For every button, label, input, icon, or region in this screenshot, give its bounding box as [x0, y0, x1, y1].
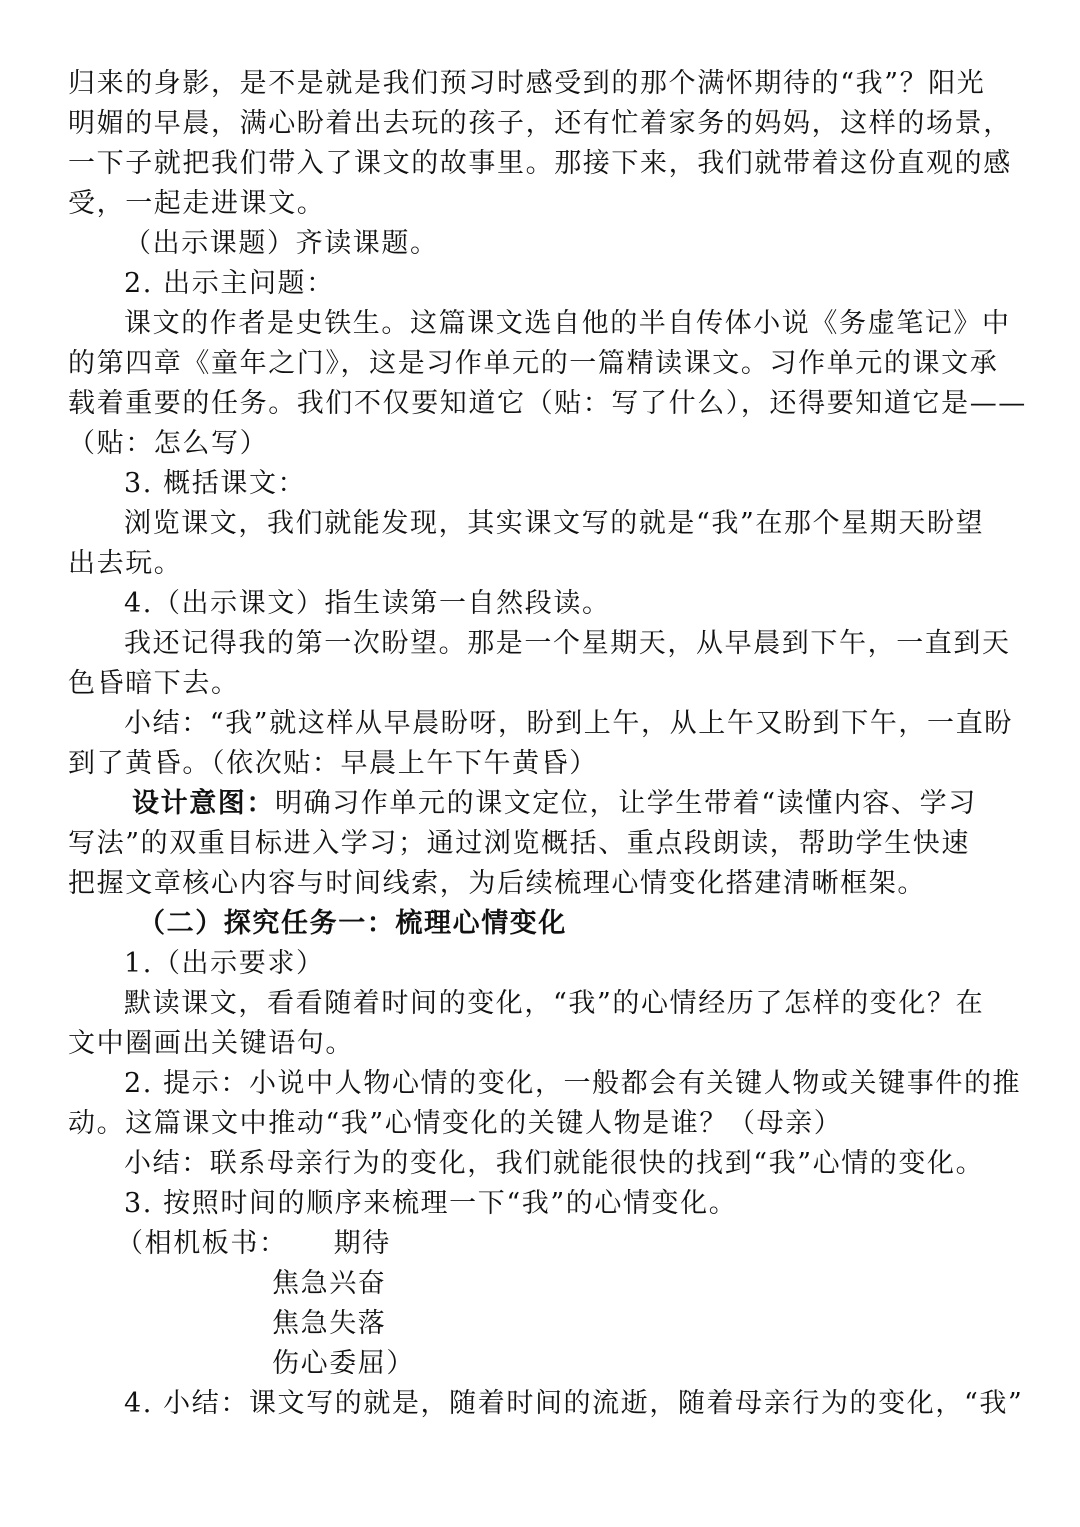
step-heading: 4.（出示课文）指生读第一自然段读。 — [124, 588, 611, 619]
paragraph-line: 2. 提示：小说中人物心情的变化，一般都会有关键人物或关键事件的推 — [124, 1068, 1022, 1099]
paragraph-line: 一下子就把我们带入了课文的故事里。那接下来，我们就带着这份直观的感 — [68, 148, 1012, 179]
paragraph-line: 4. 小结：课文写的就是，随着时间的流逝，随着母亲行为的变化，“我” — [124, 1388, 1024, 1419]
step-heading: 1.（出示要求） — [124, 948, 325, 979]
paragraph-line: 载着重要的任务。我们不仅要知道它（贴：写了什么），还得要知道它是—— — [68, 388, 1027, 419]
paragraph-line: 的第四章《童年之门》，这是习作单元的一篇精读课文。习作单元的课文承 — [68, 348, 999, 379]
paragraph-line: 小结：联系母亲行为的变化，我们就能很快的找到“我”心情的变化。 — [124, 1148, 985, 1179]
design-intent-label: 设计意图： — [132, 788, 275, 819]
paragraph-line: 我还记得我的第一次盼望。那是一个星期天，从早晨到下午，一直到天 — [124, 628, 1011, 659]
step-heading: 3. 概括课文： — [124, 468, 307, 499]
board-label: （相机板书： — [116, 1228, 288, 1259]
board-item: 焦急兴奋 — [272, 1268, 387, 1299]
board-item: 焦急失落 — [272, 1308, 387, 1339]
design-intent-line — [68, 784, 1020, 824]
design-intent-text: 明确习作单元的课文定位，让学生带着“读懂内容、学习 — [275, 788, 977, 819]
design-intent-line: 写法”的双重目标进入学习；通过浏览概括、重点段朗读，帮助学生快速 — [68, 828, 971, 859]
board-item: 期待 — [333, 1228, 391, 1259]
paragraph-line: （贴：怎么写） — [68, 428, 269, 459]
paragraph-line: 动。这篇课文中推动“我”心情变化的关键人物是谁？（母亲） — [68, 1108, 843, 1139]
paragraph-line: 归来的身影，是不是就是我们预习时感受到的那个满怀期待的“我”？阳光 — [68, 68, 986, 99]
paragraph-line: （出示课题）齐读课题。 — [124, 228, 439, 259]
paragraph-line: 受，一起走进课文。 — [68, 188, 326, 219]
paragraph-line: 浏览课文，我们就能发现，其实课文写的就是“我”在那个星期天盼望 — [124, 508, 985, 539]
paragraph-line: 默读课文，看看随着时间的变化，“我”的心情经历了怎样的变化？在 — [124, 988, 985, 1019]
board-item: 伤心委屈） — [272, 1348, 415, 1379]
paragraph-line: 色昏暗下去。 — [68, 668, 240, 699]
paragraph-line: 出去玩。 — [68, 548, 183, 579]
design-intent-line: 把握文章核心内容与时间线索，为后续梳理心情变化搭建清晰框架。 — [68, 868, 926, 899]
section-heading: （二）探究任务一：梳理心情变化 — [138, 908, 567, 939]
step-heading: 2. 出示主问题： — [124, 268, 335, 299]
paragraph-line: 文中圈画出关键语句。 — [68, 1028, 354, 1059]
paragraph-line: 明媚的早晨，满心盼着出去玩的孩子，还有忙着家务的妈妈，这样的场景， — [68, 108, 1012, 139]
paragraph-line: 到了黄昏。（依次贴：早晨上午下午黄昏） — [68, 748, 598, 779]
paragraph-line: 小结：“我”就这样从早晨盼呀，盼到上午，从上午又盼到下午，一直盼 — [124, 708, 1013, 739]
board-line — [68, 1224, 1020, 1264]
paragraph-line: 课文的作者是史铁生。这篇课文选自他的半自传体小说《务虚笔记》中 — [124, 308, 1011, 339]
paragraph-line: 3. 按照时间的顺序来梳理一下“我”的心情变化。 — [124, 1188, 738, 1219]
